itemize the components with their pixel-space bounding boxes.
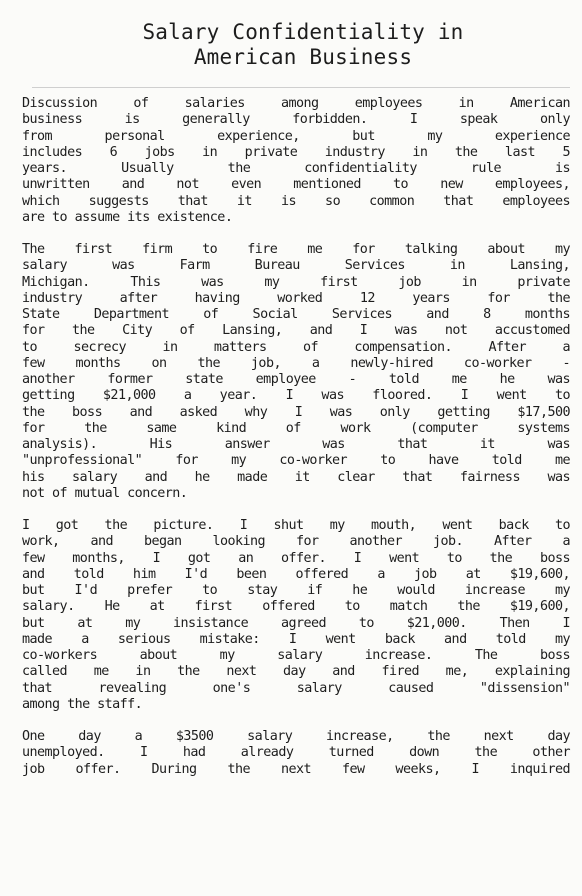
text-line: for the City of Lansing, and I was not accustomed <box>22 323 570 339</box>
paragraph <box>22 242 570 502</box>
text-line: called me in the next day and fired me, explaining <box>22 664 570 680</box>
paragraph <box>22 518 570 713</box>
text-line: unemployed. I had already turned down the other <box>22 745 570 761</box>
text-line: from personal experience, but my experience <box>22 128 570 144</box>
text-line: are to assume its existence. <box>22 209 233 225</box>
text-line: Discussion of salaries among employees in American <box>22 96 570 111</box>
text-line: his salary and he made it clear that fairness was <box>22 469 570 485</box>
text-line: and told him I'd been offered a job at $19,600, <box>22 566 570 582</box>
text-line: work, and began looking for another job. After a <box>22 534 570 550</box>
text-line: industry after having worked 12 years for the <box>22 290 570 306</box>
text-line: salary was Farm Bureau Services in Lansing, <box>22 258 570 274</box>
text-line: getting $21,000 a year. I was floored. I went to <box>22 388 570 404</box>
text-line: not of mutual concern. <box>22 485 188 501</box>
text-line: few months on the job, a newly-hired co-worker - <box>22 355 570 371</box>
text-line: I got the picture. I shut my mouth, went back to <box>22 518 570 533</box>
text-line: for the same kind of work (computer systems <box>22 420 570 436</box>
page-bottom-edge <box>0 890 582 896</box>
text-line: that revealing one's salary caused "dissension" <box>22 680 570 696</box>
text-line: job offer. During the next few weeks, I inquired <box>22 761 570 777</box>
document-page <box>0 20 582 896</box>
document-body <box>22 96 570 778</box>
text-line: Michigan. This was my first job in private <box>22 274 570 290</box>
text-line: but at my insistance agreed to $21,000. Then I <box>22 615 570 631</box>
text-line: One day a $3500 salary increase, the next day <box>22 729 570 744</box>
text-line: but I'd prefer to stay if he would increase my <box>22 583 570 598</box>
text-line: years. Usually the confidentiality rule is <box>22 161 570 176</box>
paragraph <box>22 96 570 226</box>
title-line-1: Salary Confidentiality in <box>142 20 464 44</box>
text-line: The first firm to fire me for talking about my <box>22 242 570 257</box>
paragraph <box>22 729 570 778</box>
text-line: unwritten and not even mentioned to new employees, <box>22 177 570 193</box>
title-line-2: American Business <box>193 45 413 69</box>
text-line: made a serious mistake: I went back and told my <box>22 631 570 647</box>
text-line: another former state employee - told me he was <box>22 372 570 387</box>
text-line: the boss and asked why I was only getting $17,500 <box>22 404 570 420</box>
text-line: co-workers about my salary increase. The boss <box>22 648 570 663</box>
text-line: business is generally forbidden. I speak only <box>22 112 570 128</box>
text-line: which suggests that it is so common that employees <box>22 193 570 209</box>
text-line: among the staff. <box>22 696 143 712</box>
text-line: State Department of Social Services and 8 months <box>22 307 570 322</box>
text-line: salary. He at first offered to match the $19,600, <box>22 599 570 615</box>
text-line: few months, I got an offer. I went to the boss <box>22 550 570 566</box>
text-line: "unprofessional" for my co-worker to have told me <box>22 453 570 469</box>
title-divider <box>32 87 570 88</box>
text-line: analysis). His answer was that it was <box>22 437 570 452</box>
text-line: includes 6 jobs in private industry in the last 5 <box>22 144 570 160</box>
document-title <box>22 20 570 70</box>
text-line: to secrecy in matters of compensation. After a <box>22 339 570 355</box>
